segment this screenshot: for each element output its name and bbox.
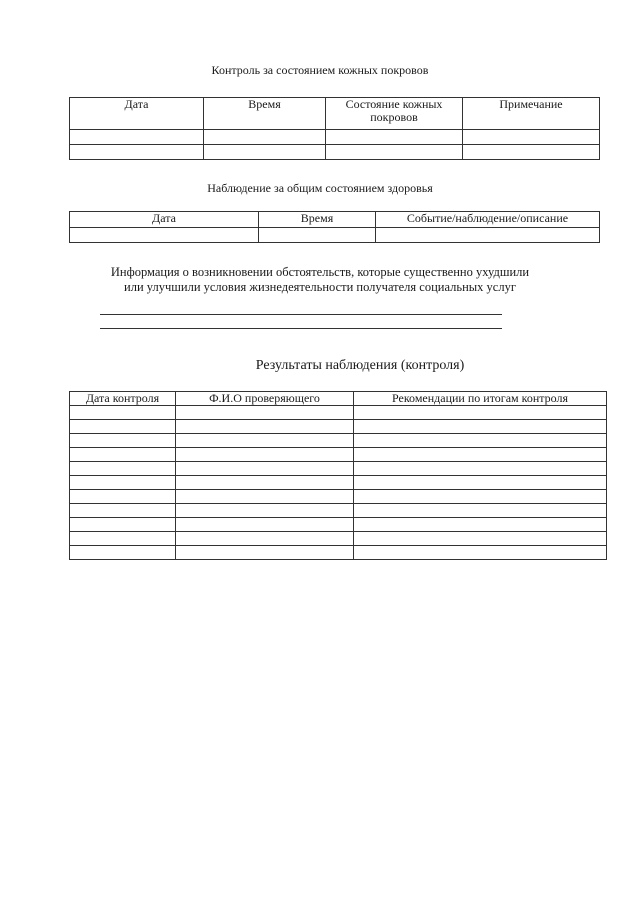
table-row (70, 406, 607, 420)
table-cell[interactable] (463, 145, 600, 160)
table-cell[interactable] (354, 406, 607, 420)
table-cell[interactable] (326, 130, 463, 145)
health-col-time: Время (259, 212, 376, 228)
table-cell[interactable] (176, 504, 354, 518)
health-section-title: Наблюдение за общим состоянием здоровья (207, 181, 433, 195)
table-cell[interactable] (354, 518, 607, 532)
table-cell[interactable] (204, 130, 326, 145)
skin-col-date: Дата (70, 98, 204, 130)
skin-col-note: Примечание (463, 98, 600, 130)
table-cell[interactable] (70, 462, 176, 476)
table-row (70, 434, 607, 448)
table-row (70, 490, 607, 504)
table-row (70, 518, 607, 532)
table-cell[interactable] (70, 518, 176, 532)
skin-section-title: Контроль за состоянием кожных покровов (211, 63, 429, 77)
table-cell[interactable] (70, 448, 176, 462)
skin-col-condition: Состояние кожных покровов (326, 98, 463, 130)
results-table (69, 391, 607, 560)
table-cell[interactable] (70, 490, 176, 504)
health-col-date: Дата (70, 212, 259, 228)
table-row (70, 462, 607, 476)
table-cell[interactable] (176, 434, 354, 448)
table-cell[interactable] (70, 476, 176, 490)
table-row (70, 476, 607, 490)
skin-table (69, 97, 600, 160)
results-col-recommendations: Рекомендации по итогам контроля (354, 392, 607, 406)
health-table-header (70, 212, 600, 228)
table-cell[interactable] (176, 476, 354, 490)
results-table-header (70, 392, 607, 406)
table-cell[interactable] (70, 420, 176, 434)
health-table (69, 211, 600, 243)
skin-col-time: Время (204, 98, 326, 130)
results-col-date: Дата контроля (70, 392, 176, 406)
table-cell[interactable] (326, 145, 463, 160)
table-cell[interactable] (376, 228, 600, 243)
table-cell[interactable] (70, 546, 176, 560)
table-cell[interactable] (70, 130, 204, 145)
table-cell[interactable] (176, 518, 354, 532)
health-col-event: Событие/наблюдение/описание (376, 212, 600, 228)
table-cell[interactable] (354, 434, 607, 448)
table-cell[interactable] (176, 448, 354, 462)
skin-table-header (70, 98, 600, 130)
results-col-inspector: Ф.И.О проверяющего (176, 392, 354, 406)
table-row (70, 504, 607, 518)
fill-line-1[interactable] (100, 314, 502, 315)
table-row (70, 130, 600, 145)
table-cell[interactable] (176, 420, 354, 434)
fill-line-2[interactable] (100, 328, 502, 329)
table-cell[interactable] (70, 434, 176, 448)
table-cell[interactable] (70, 145, 204, 160)
table-row (70, 228, 600, 243)
table-cell[interactable] (70, 228, 259, 243)
table-cell[interactable] (354, 448, 607, 462)
table-cell[interactable] (463, 130, 600, 145)
table-cell[interactable] (70, 504, 176, 518)
table-cell[interactable] (176, 532, 354, 546)
table-row (70, 420, 607, 434)
table-cell[interactable] (176, 546, 354, 560)
table-row (70, 546, 607, 560)
table-cell[interactable] (70, 406, 176, 420)
table-row (70, 145, 600, 160)
table-cell[interactable] (176, 490, 354, 504)
table-cell[interactable] (259, 228, 376, 243)
table-row (70, 448, 607, 462)
table-cell[interactable] (354, 476, 607, 490)
results-section-title: Результаты наблюдения (контроля) (255, 358, 465, 373)
table-cell[interactable] (354, 532, 607, 546)
table-cell[interactable] (204, 145, 326, 160)
table-cell[interactable] (354, 546, 607, 560)
table-cell[interactable] (354, 462, 607, 476)
table-cell[interactable] (354, 504, 607, 518)
table-cell[interactable] (70, 532, 176, 546)
table-cell[interactable] (176, 406, 354, 420)
table-row (70, 532, 607, 546)
table-cell[interactable] (354, 420, 607, 434)
table-cell[interactable] (354, 490, 607, 504)
table-cell[interactable] (176, 462, 354, 476)
circumstances-text: Информация о возникновении обстоятельств, которые существенно ухудшили или улучшили условия жизнедеятельности получателя социальных услуг (110, 265, 530, 294)
